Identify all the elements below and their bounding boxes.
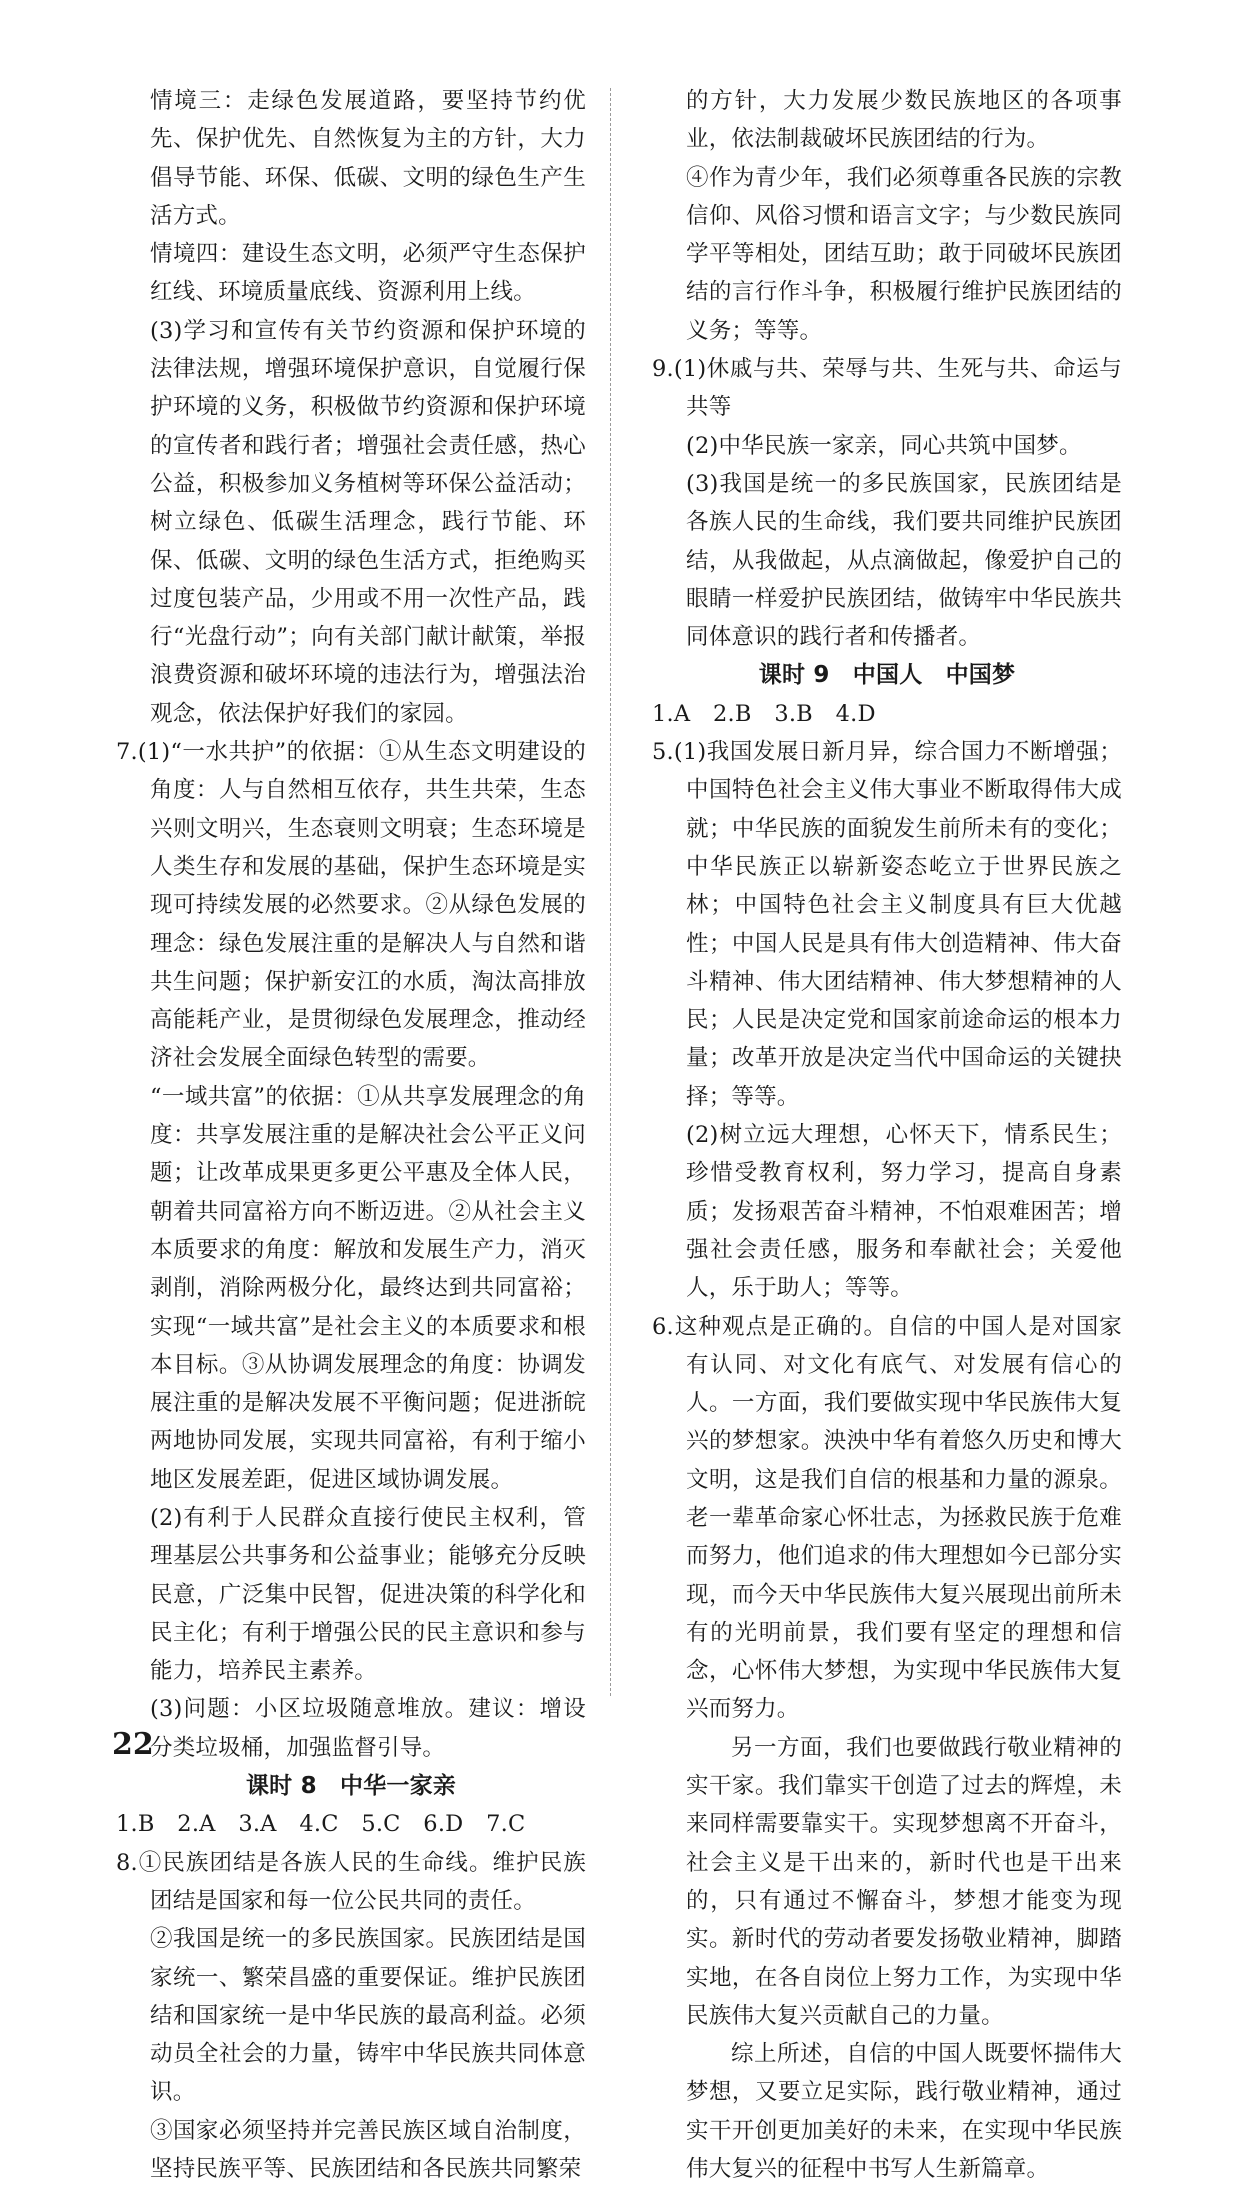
- answer-paragraph: 情境三：走绿色发展道路，要坚持节约优先、保护优先、自然恢复为主的方针，大力倡导节能、环保、低碳、文明的绿色生产生活方式。: [150, 88, 586, 229]
- answer-paragraph: (2)树立远大理想，心怀天下，情系民生；珍惜受教育权利，努力学习，提高自身素质；发扬艰苦奋斗精神，不怕艰难困苦；增强社会责任感，服务和奉献社会；关爱他人，乐于助人；等等。: [686, 1122, 1122, 1302]
- answer-paragraph: 1.B 2.A 3.A 4.C 5.C 6.D 7.C: [116, 1811, 526, 1838]
- answer-paragraph: ③国家必须坚持并完善民族区域自治制度，坚持民族平等、民族团结和各民族共同繁荣: [150, 2117, 586, 2183]
- answer-paragraph: “一域共富”的依据：①从共享发展理念的角度：共享发展注重的是解决社会公平正义问题；让改革成果更多更公平惠及全体人民，朝着共同富裕方向不断迈进。②从社会主义本质要求的角度：解放和发展生产力，消灭剥削，消除两极分化，最终达到共同富裕；实现“一域共富”是社会主义的本质要求和根本目标。③从协调发展理念的角度：协调发展注重的是解决发展不平衡问题；促进浙皖两地协同发展，实现共同富裕，有利于缩小地区发展差距，促进区域协调发展。: [150, 1083, 586, 1493]
- section-heading: 课时 9 中国人 中国梦: [758, 662, 1016, 689]
- answer-paragraph: 5.(1)我国发展日新月异，综合国力不断增强；中国特色社会主义伟大事业不断取得伟大成就；中华民族的面貌发生前所未有的变化；中华民族正以崭新姿态屹立于世界民族之林；中国特色社会主义制度具有巨大优越性；中国人民是具有伟大创造精神、伟大奋斗精神、伟大团结精神、伟大梦想精神的人民；人民是决定党和国家前途命运的根本力量；改革开放是决定当代中国命运的关键抉择；等等。: [652, 739, 1122, 1110]
- answer-paragraph: (3)学习和宣传有关节约资源和保护环境的法律法规，增强环境保护意识，自觉履行保护环境的义务，积极做节约资源和保护环境的宣传者和践行者；增强社会责任感，热心公益，积极参加义务植树等环保公益活动；树立绿色、低碳生活理念，践行节能、环保、低碳、文明的绿色生活方式，拒绝购买过度包装产品，少用或不用一次性产品，践行“光盘行动”；向有关部门献计献策，举报浪费资源和破坏环境的违法行为，增强法治观念，依法保护好我们的家园。: [150, 317, 586, 727]
- answer-paragraph: 6.这种观点是正确的。自信的中国人是对国家有认同、对文化有底气、对发展有信心的人。一方面，我们要做实现中华民族伟大复兴的梦想家。泱泱中华有着悠久历史和博大文明，这是我们自信的根基和力量的源泉。老一辈革命家心怀壮志，为拯救民族于危难而努力，他们追求的伟大理想如今已部分实现，而今天中华民族伟大复兴展现出前所未有的光明前景，我们要有坚定的理想和信念，心怀伟大梦想，为实现中华民族伟大复兴而努力。: [652, 1313, 1122, 1723]
- answer-paragraph: 1.A 2.B 3.B 4.D: [652, 700, 876, 727]
- page-number: 22: [112, 1727, 154, 1762]
- answer-paragraph: 情境四：建设生态文明，必须严守生态保护红线、环境质量底线、资源利用上线。: [150, 241, 586, 306]
- answer-paragraph: 8.①民族团结是各族人民的生命线。维护民族团结是国家和每一位公民共同的责任。: [116, 1849, 586, 1914]
- answer-paragraph: 另一方面，我们也要做践行敬业精神的实干家。我们靠实干创造了过去的辉煌，未来同样需要靠实干。实现梦想离不开奋斗，社会主义是干出来的，新时代也是干出来的，只有通过不懈奋斗，梦想才能变为现实。新时代的劳动者要发扬敬业精神，脚踏实地，在各自岗位上努力工作，为实现中华民族伟大复兴贡献自己的力量。: [686, 1734, 1122, 2029]
- column-divider: [610, 88, 611, 1696]
- answer-paragraph: (2)中华民族一家亲，同心共筑中国梦。: [686, 432, 1082, 459]
- answer-paragraph: ④作为青少年，我们必须尊重各民族的宗教信仰、风俗习惯和语言文字；与少数民族同学平等相处，团结互助；敢于同破坏民族团结的言行作斗争，积极履行维护民族团结的义务；等等。: [686, 164, 1122, 344]
- answer-paragraph: 综上所述，自信的中国人既要怀揣伟大梦想，又要立足实际，践行敬业精神，通过实干开创更加美好的未来，在实现中华民族伟大复兴的征程中书写人生新篇章。: [686, 2041, 1122, 2183]
- answer-paragraph: (3)问题：小区垃圾随意堆放。建议：增设分类垃圾桶，加强监督引导。: [150, 1696, 586, 1761]
- section-heading: 课时 8 中华一家亲: [245, 1773, 456, 1800]
- right-column: [652, 82, 1122, 2188]
- answer-paragraph: 7.(1)“一水共护”的依据：①从生态文明建设的角度：人与自然相互依存，共生共荣，生态兴则文明兴，生态衰则文明衰；生态环境是人类生存和发展的基础，保护生态环境是实现可持续发展的必然要求。②从绿色发展的理念：绿色发展注重的是解决人与自然和谐共生问题；保护新安江的水质，淘汰高排放高能耗产业，是贯彻绿色发展理念，推动经济社会发展全面绿色转型的需要。: [116, 739, 586, 1072]
- answer-paragraph: ②我国是统一的多民族国家。民族团结是国家统一、繁荣昌盛的重要保证。维护民族团结和国家统一是中华民族的最高利益。必须动员全社会的力量，铸牢中华民族共同体意识。: [150, 1926, 586, 2106]
- answer-paragraph: 9.(1)休戚与共、荣辱与共、生死与共、命运与共等: [652, 356, 1122, 421]
- answer-paragraph: (3)我国是统一的多民族国家，民族团结是各族人民的生命线，我们要共同维护民族团结，从我做起，从点滴做起，像爱护自己的眼睛一样爱护民族团结，做铸牢中华民族共同体意识的践行者和传播者。: [686, 470, 1122, 651]
- left-column: [116, 82, 586, 2188]
- answer-paragraph: (2)有利于人民群众直接行使民主权利，管理基层公共事务和公益事业；能够充分反映民意，广泛集中民智，促进决策的科学化和民主化；有利于增强公民的民主意识和参与能力，培养民主素养。: [150, 1504, 586, 1685]
- answer-paragraph: 的方针，大力发展少数民族地区的各项事业，依法制裁破坏民族团结的行为。: [686, 88, 1122, 153]
